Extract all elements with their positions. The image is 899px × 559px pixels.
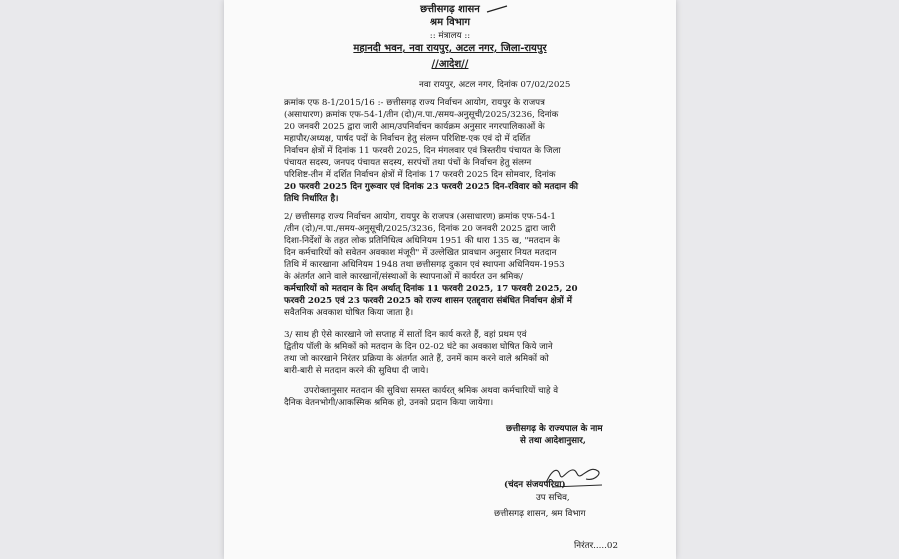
mantralaya-heading: :: मंत्रालय :: (429, 31, 471, 41)
para3-line: 3/ साथ ही ऐसे कारखाने जो सप्ताह में सातों दिन कार्य करते हैं, वहां प्रथम एवं (284, 330, 527, 340)
signatory-designation: उप सचिव, (536, 493, 570, 503)
para3-line: द्वितीय पॉली के श्रमिकों को मतदान के दिन 02-02 घंटे का अवकाश घोषित किये जाने (284, 342, 553, 352)
para2-line: दिशा-निर्देशों के तहत लोक प्रतिनिधित्व अधिनियम 1951 की धारा 135 ख, "मतदान के (284, 236, 560, 246)
governor-name-line: छत्तीसगढ़ के राज्यपाल के नाम (506, 424, 603, 434)
para2-line: 2/ छत्तीसगढ़ राज्य निर्वाचन आयोग, रायपुर के राजपत्र (असाधारण) क्रमांक एफ-54-1 (284, 212, 556, 222)
para2-line: /तीन (दो)/न.पा./समय-अनुसूची/2025/3236, दिनांक 20 जनवरी 2025 द्वारा जारी (284, 224, 556, 234)
para2-line: फरवरी 2025 एवं 23 फरवरी 2025 को राज्य शासन एतद्द्वारा संबंधित निर्वाचन क्षेत्रों में (284, 296, 572, 306)
para1-line: निर्वाचन क्षेत्रों में दिनांक 11 फरवरी 2025, दिन मंगलवार एवं त्रिस्तरीय पंचायत के जिला (284, 146, 561, 156)
department-name: श्रम विभाग (430, 17, 470, 28)
order-line: से तथा आदेशानुसार, (520, 436, 586, 446)
para1-line: क्रमांक एफ 8-1/2015/16 :- छत्तीसगढ़ राज्य निर्वाचन आयोग, रायपुर के राजपत्र (284, 98, 545, 108)
para1-line: 20 फरवरी 2025 दिन गुरूवार एवं दिनांक 23 फरवरी 2025 दिन-रविवार को मतदान की (284, 182, 579, 192)
signatory-name: (चंदन संजयपरिया) (504, 480, 566, 490)
para2-line: तिथि में कारखाना अधिनियम 1948 तथा छत्तीसगढ़ दुकान एवं स्थापना अधिनियम-1953 (284, 260, 565, 270)
order-title: //आदेश// (431, 59, 469, 70)
signatory-office: छत्तीसगढ़ शासन, श्रम विभाग (494, 509, 586, 519)
govt-name: छत्तीसगढ़ शासन (420, 4, 480, 15)
document-page (224, 0, 676, 559)
para1-line: (असाधारण) क्रमांक एफ-54-1/तीन (दो)/न.पा./समय-अनुसूची/2025/3236, दिनांक (284, 110, 559, 120)
para1-line: 20 जनवरी 2025 द्वारा जारी आम/उपनिर्वाचन कार्यक्रम अनुसार नगरपालिकाओं के (284, 122, 545, 132)
para2-line: दिन कर्मचारियों को सवेतन अवकाश मंजूरी" में उल्लेखित प्रावधान अनुसार नियत मतदान (284, 248, 557, 258)
para3-line: बारी-बारी से मतदान करने की सुविधा दी जाये। (284, 366, 429, 376)
para2-line: सवैतनिक अवकाश घोषित किया जाता है। (284, 308, 414, 318)
para4-line: उपरोक्तानुसार मतदान की सुविधा समस्त कार्यरत् श्रमिक अथवा कर्मचारियों चाहे वे (304, 386, 559, 396)
para1-line: परिशिष्ट-तीन में दर्शित निर्वाचन क्षेत्रों में दिनांक 17 फरवरी 2025 दिन सोमवार, दिनांक (284, 170, 556, 180)
para2-line: के अंतर्गत आने वाले कारखानों/संस्थाओं के स्थापनाओं में कार्यरत उन श्रमिक/ (284, 272, 523, 282)
para3-line: तथा जो कारखाने निरंतर प्रक्रिया के अंतर्गत आते हैं, उनमें काम करने वाले श्रमिकों को (284, 354, 549, 364)
para4-line: दैनिक वेतनभोगी/आकस्मिक श्रमिक हो, उनको प्रदान किया जायेगा। (284, 398, 494, 408)
office-address: महानदी भवन, नवा रायपुर, अटल नगर, जिला-रायपुर (353, 43, 547, 54)
para1-line: पंचायत सदस्य, जनपद पंचायत सदस्य, सरपंचों तथा पंचों के निर्वाचन हेतु संलग्न (284, 158, 532, 168)
para1-line: महापौर/अध्यक्ष, पार्षद पदों के निर्वाचन हेतु संलग्न परिशिष्ट-एक एवं दो में दर्शित (284, 134, 531, 144)
para1-line: तिथि निर्धारित है। (284, 194, 339, 204)
place-date: नवा रायपुर, अटल नगर, दिनांक 07/02/2025 (419, 80, 571, 90)
para2-line: कर्मचारियों को मतदान के दिन अर्थात् दिनांक 11 फरवरी 2025, 17 फरवरी 2025, 20 (284, 284, 578, 294)
continued-footer: निरंतर.....02 (574, 541, 618, 551)
